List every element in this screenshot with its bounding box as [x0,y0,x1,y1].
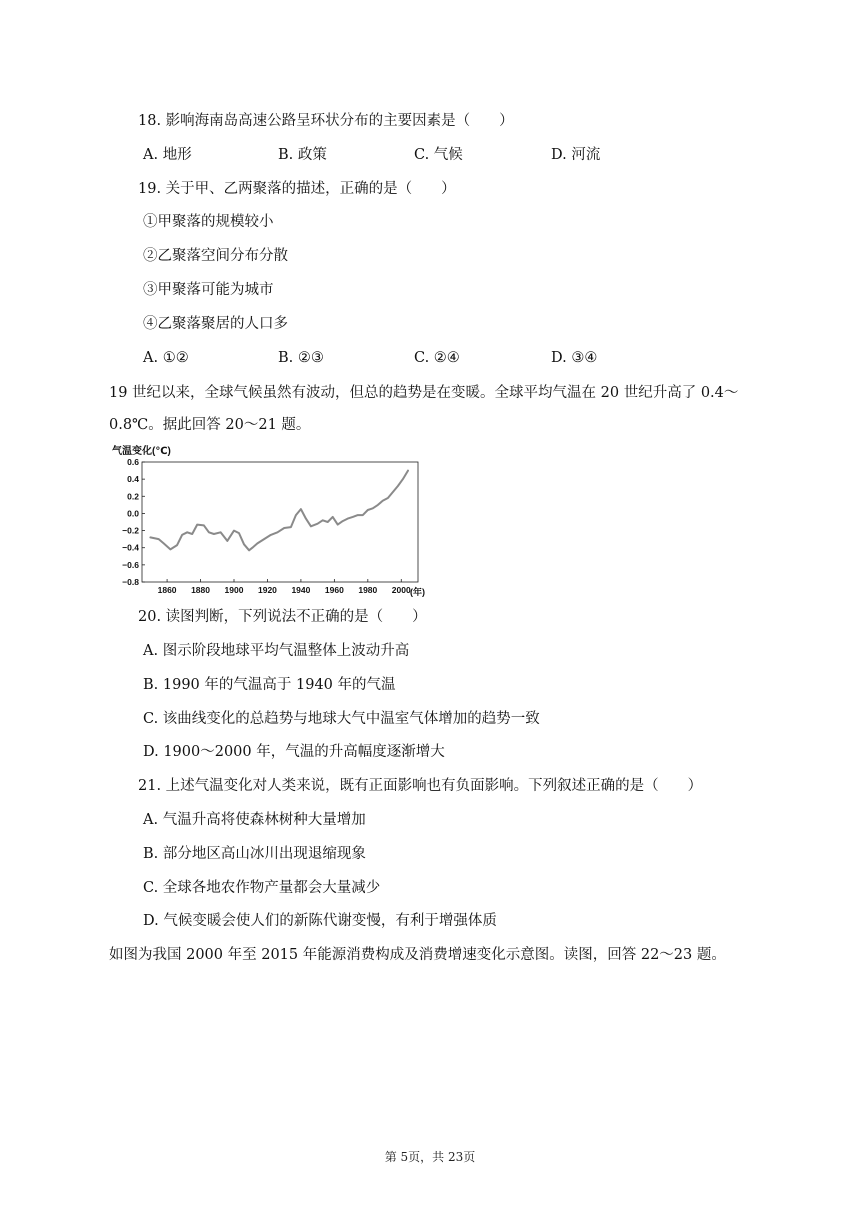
temperature-change-chart [108,438,438,598]
x-tick-label: 1920 [257,585,277,595]
y-tick-label: 0.6 [127,457,139,467]
passage-line-1: 19 世纪以来，全球气候虽然有波动，但总的趋势是在变暖。全球平均气温在 20 世纪升高了 0.4～ [109,385,739,401]
q19-option-a: A. ①② [143,350,189,366]
x-tick-label: 1960 [324,585,344,595]
y-tick-label: −0.2 [122,525,139,536]
y-tick-label: −0.4 [122,542,139,553]
passage-2: 如图为我国 2000 年至 2015 年能源消费构成及消费增速变化示意图。读图，回答 22～23 题。 [109,947,726,963]
q19-option-c: C. ②④ [414,350,460,366]
q21-option-b: B. 部分地区高山冰川出现退缩现象 [143,846,366,862]
y-tick-label: −0.6 [122,559,139,570]
q18-option-a: A. 地形 [143,147,192,163]
y-tick-label: 0.0 [127,508,139,519]
question-21-stem: 21. 上述气温变化对人类来说，既有正面影响也有负面影响。下列叙述正确的是（ ） [138,778,703,794]
q18-option-d: D. 河流 [551,147,601,163]
question-20-stem: 20. 读图判断，下列说法不正确的是（ ） [138,609,427,625]
temperature-series-line [150,471,408,551]
y-tick-label: −0.8 [122,577,139,587]
q19-option-b: B. ②③ [278,350,324,366]
q20-option-b: B. 1990 年的气温高于 1940 年的气温 [143,677,396,693]
q19-statement-4: ④乙聚落聚居的人口多 [143,316,288,332]
chart-xlabel: (年) [410,587,425,597]
question-18-stem: 18. 影响海南岛高速公路呈环状分布的主要因素是（ ） [138,113,514,129]
y-tick-label: 0.4 [127,474,139,485]
q20-option-d: D. 1900～2000 年，气温的升高幅度逐渐增大 [143,744,445,760]
passage-line-2: 0.8℃。据此回答 20～21 题。 [109,417,311,433]
x-tick-label: 1940 [291,585,311,595]
y-tick-label: 0.2 [127,491,139,502]
q19-statement-3: ③甲聚落可能为城市 [143,282,274,298]
q19-statement-1: ①甲聚落的规模较小 [143,214,274,230]
chart-title: 气温变化(℃) [112,446,171,457]
x-tick-label: 1900 [224,585,244,595]
x-tick-label: 1980 [358,585,378,595]
x-tick-label: 1880 [191,585,211,595]
q19-option-d: D. ③④ [551,350,598,366]
x-tick-label: 2000 [391,585,411,595]
q21-option-c: C. 全球各地农作物产量都会大量减少 [143,880,381,896]
q21-option-d: D. 气候变暖会使人们的新陈代谢变慢，有利于增强体质 [143,913,497,929]
x-tick-label: 1860 [157,585,177,595]
q18-option-b: B. 政策 [278,147,327,163]
plot-frame [142,462,418,582]
q20-option-a: A. 图示阶段地球平均气温整体上波动升高 [143,643,410,659]
q20-option-c: C. 该曲线变化的总趋势与地球大气中温室气体增加的趋势一致 [143,711,540,727]
question-19-stem: 19. 关于甲、乙两聚落的描述，正确的是（ ） [138,181,456,197]
q19-statement-2: ②乙聚落空间分布分散 [143,248,288,264]
q18-option-c: C. 气候 [414,147,463,163]
q21-option-a: A. 气温升高将使森林树种大量增加 [143,812,366,828]
page-footer: 第 5页，共 23页 [384,1150,476,1164]
